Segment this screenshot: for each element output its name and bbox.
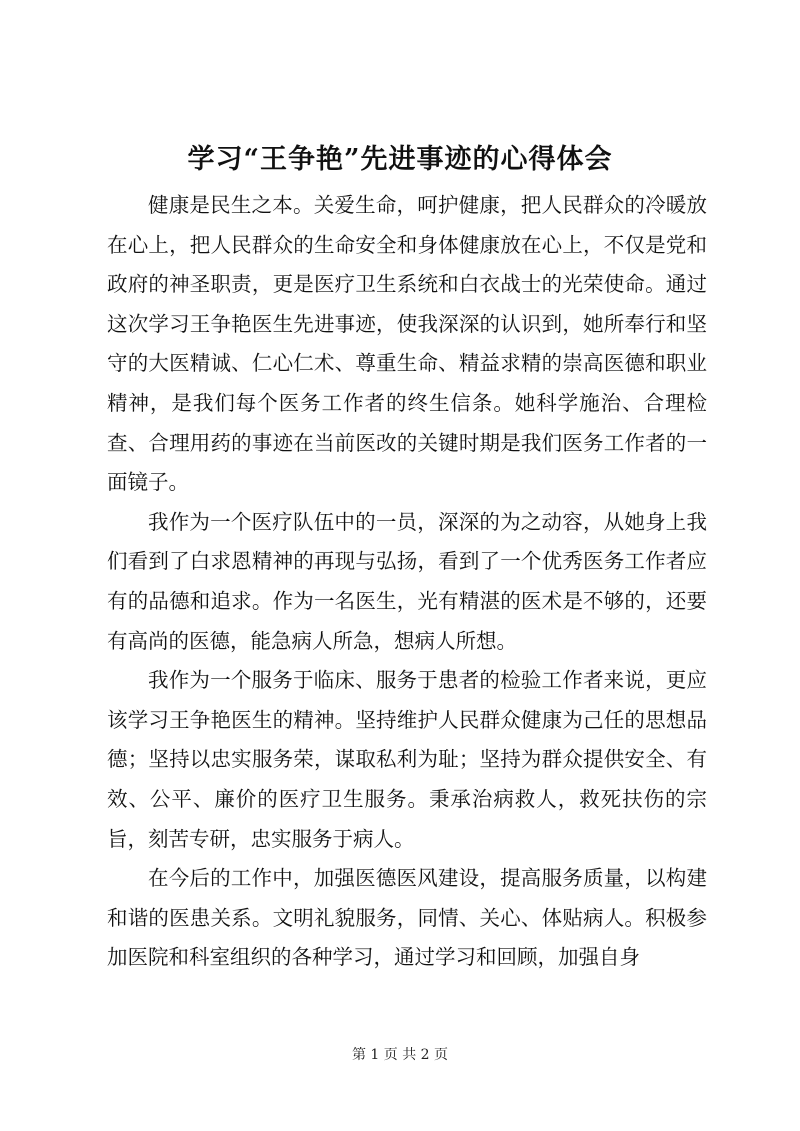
paragraph-2: 我作为一个医疗队伍中的一员，深深的为之动容，从她身上我们看到了白求恩精神的再现与弘扬，看到了一个优秀医务工作者应有的品德和追求。作为一名医生，光有精湛的医术是不够的，还要有高尚的医德，能急病人所急，想病人所想。 [107, 509, 707, 653]
document-body [107, 186, 707, 978]
paragraph-1: 健康是民生之本。关爱生命，呵护健康，把人民群众的冷暖放在心上，把人民群众的生命安全和身体健康放在心上，不仅是党和政府的神圣职责，更是医疗卫生系统和白衣战士的光荣使命。通过这次学习王争艳医生先进事迹，使我深深的认识到，她所奉行和坚守的大医精诚、仁心仁术、尊重生命、精益求精的崇高医德和职业精神，是我们每个医务工作者的终生信条。她科学施治、合理检查、合理用药的事迹在当前医改的关键时期是我们医务工作者的一面镜子。 [107, 193, 707, 495]
paragraph-3: 我作为一个服务于临床、服务于患者的检验工作者来说，更应该学习王争艳医生的精神。坚持维护人民群众健康为己任的思想品德；坚持以忠实服务荣，谋取私利为耻；坚持为群众提供安全、有效、公平、廉价的医疗卫生服务。秉承治病救人，救死扶伤的宗旨，刻苦专研，忠实服务于病人。 [107, 668, 707, 851]
page-footer: 第 1 页 共 2 页 [351, 1047, 449, 1063]
paragraph-4: 在今后的工作中，加强医德医风建设，提高服务质量，以构建和谐的医患关系。文明礼貌服务，同情、关心、体贴病人。积极参加医院和科室组织的各种学习，通过学习和回顾，加强自身 [107, 866, 707, 970]
document-title: 学习“王争艳”先进事迹的心得体会 [187, 144, 613, 175]
